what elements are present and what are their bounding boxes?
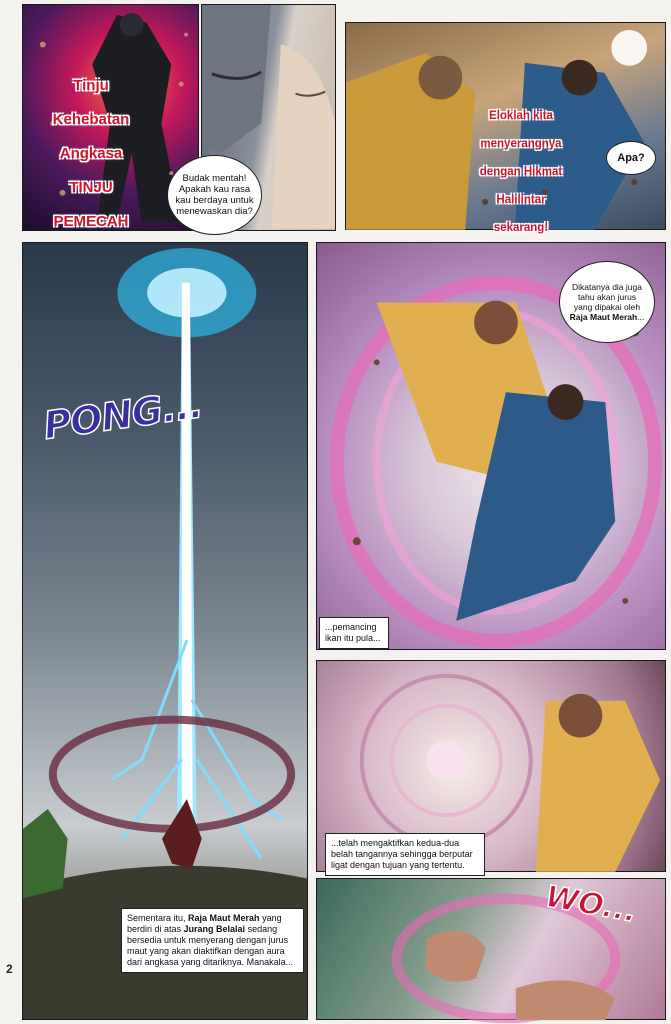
shout-line-2: Kehebatan (52, 111, 130, 128)
panel-3 (345, 22, 666, 234)
caption-text-3: sedang bersedia untuk menyerang dengan jurus maut yang akan diaktifkan dengan aura dari angkasa yang ditariknya. Manakala... (127, 924, 294, 967)
shout-line-4: TINJU (69, 179, 113, 196)
wo-sound-effect: WO... (542, 879, 640, 930)
shout-line-3: Angkasa (59, 145, 123, 162)
attack-line-3: dengan Hikmat (479, 166, 563, 178)
caption-name-raja: Raja Maut Merah (188, 913, 260, 923)
shout-line-5: PEMECAH (53, 213, 129, 230)
speech-bubble-dikatanya (559, 261, 655, 343)
attack-line-1: Eloklah kita (489, 110, 553, 122)
speech-bubble-apa: Apa? (606, 141, 656, 175)
attack-line-2: menyerangnya (480, 138, 562, 150)
panel-5 (316, 242, 666, 650)
narration-caption-pemancing: ...pemancing ikan itu pula... (319, 617, 389, 649)
bubble-name-raja: Raja Maut Merah (569, 312, 638, 322)
panel-7 (316, 878, 666, 1020)
caption-name-jurang: Jurang Belalai (183, 924, 246, 934)
attack-line-5: sekarang! (493, 222, 549, 234)
page-number: 2 (6, 962, 13, 976)
bubble-text-2: ... (637, 312, 645, 322)
caption-text-2: yang berdiri di atas (127, 913, 282, 934)
narration-caption-raja (121, 908, 304, 973)
speech-bubble-taunt: Budak mentah! Apakah kau rasa kau berdaya untuk menewaskan dia? (167, 155, 262, 235)
panel-4 (22, 242, 308, 1020)
bubble-text-1: Dikatanya dia juga tahu akan jurus yang dipakai oleh (572, 282, 642, 312)
narration-caption-tangan: ...telah mengaktifkan kedua-dua belah tangannya sehingga berputar ligat dengan tujuan yang tertentu. (325, 833, 485, 876)
lightning-pillar (23, 243, 307, 1016)
shout-line-1: Tinju (73, 77, 109, 94)
panel-2 (175, 4, 336, 231)
pong-sound-effect: PONG... (40, 382, 205, 448)
attack-line-4: Halilintar (496, 194, 546, 206)
attack-shout-text (466, 95, 576, 249)
caption-text-1: Sementara itu, (127, 913, 189, 923)
panel-6 (316, 660, 666, 872)
